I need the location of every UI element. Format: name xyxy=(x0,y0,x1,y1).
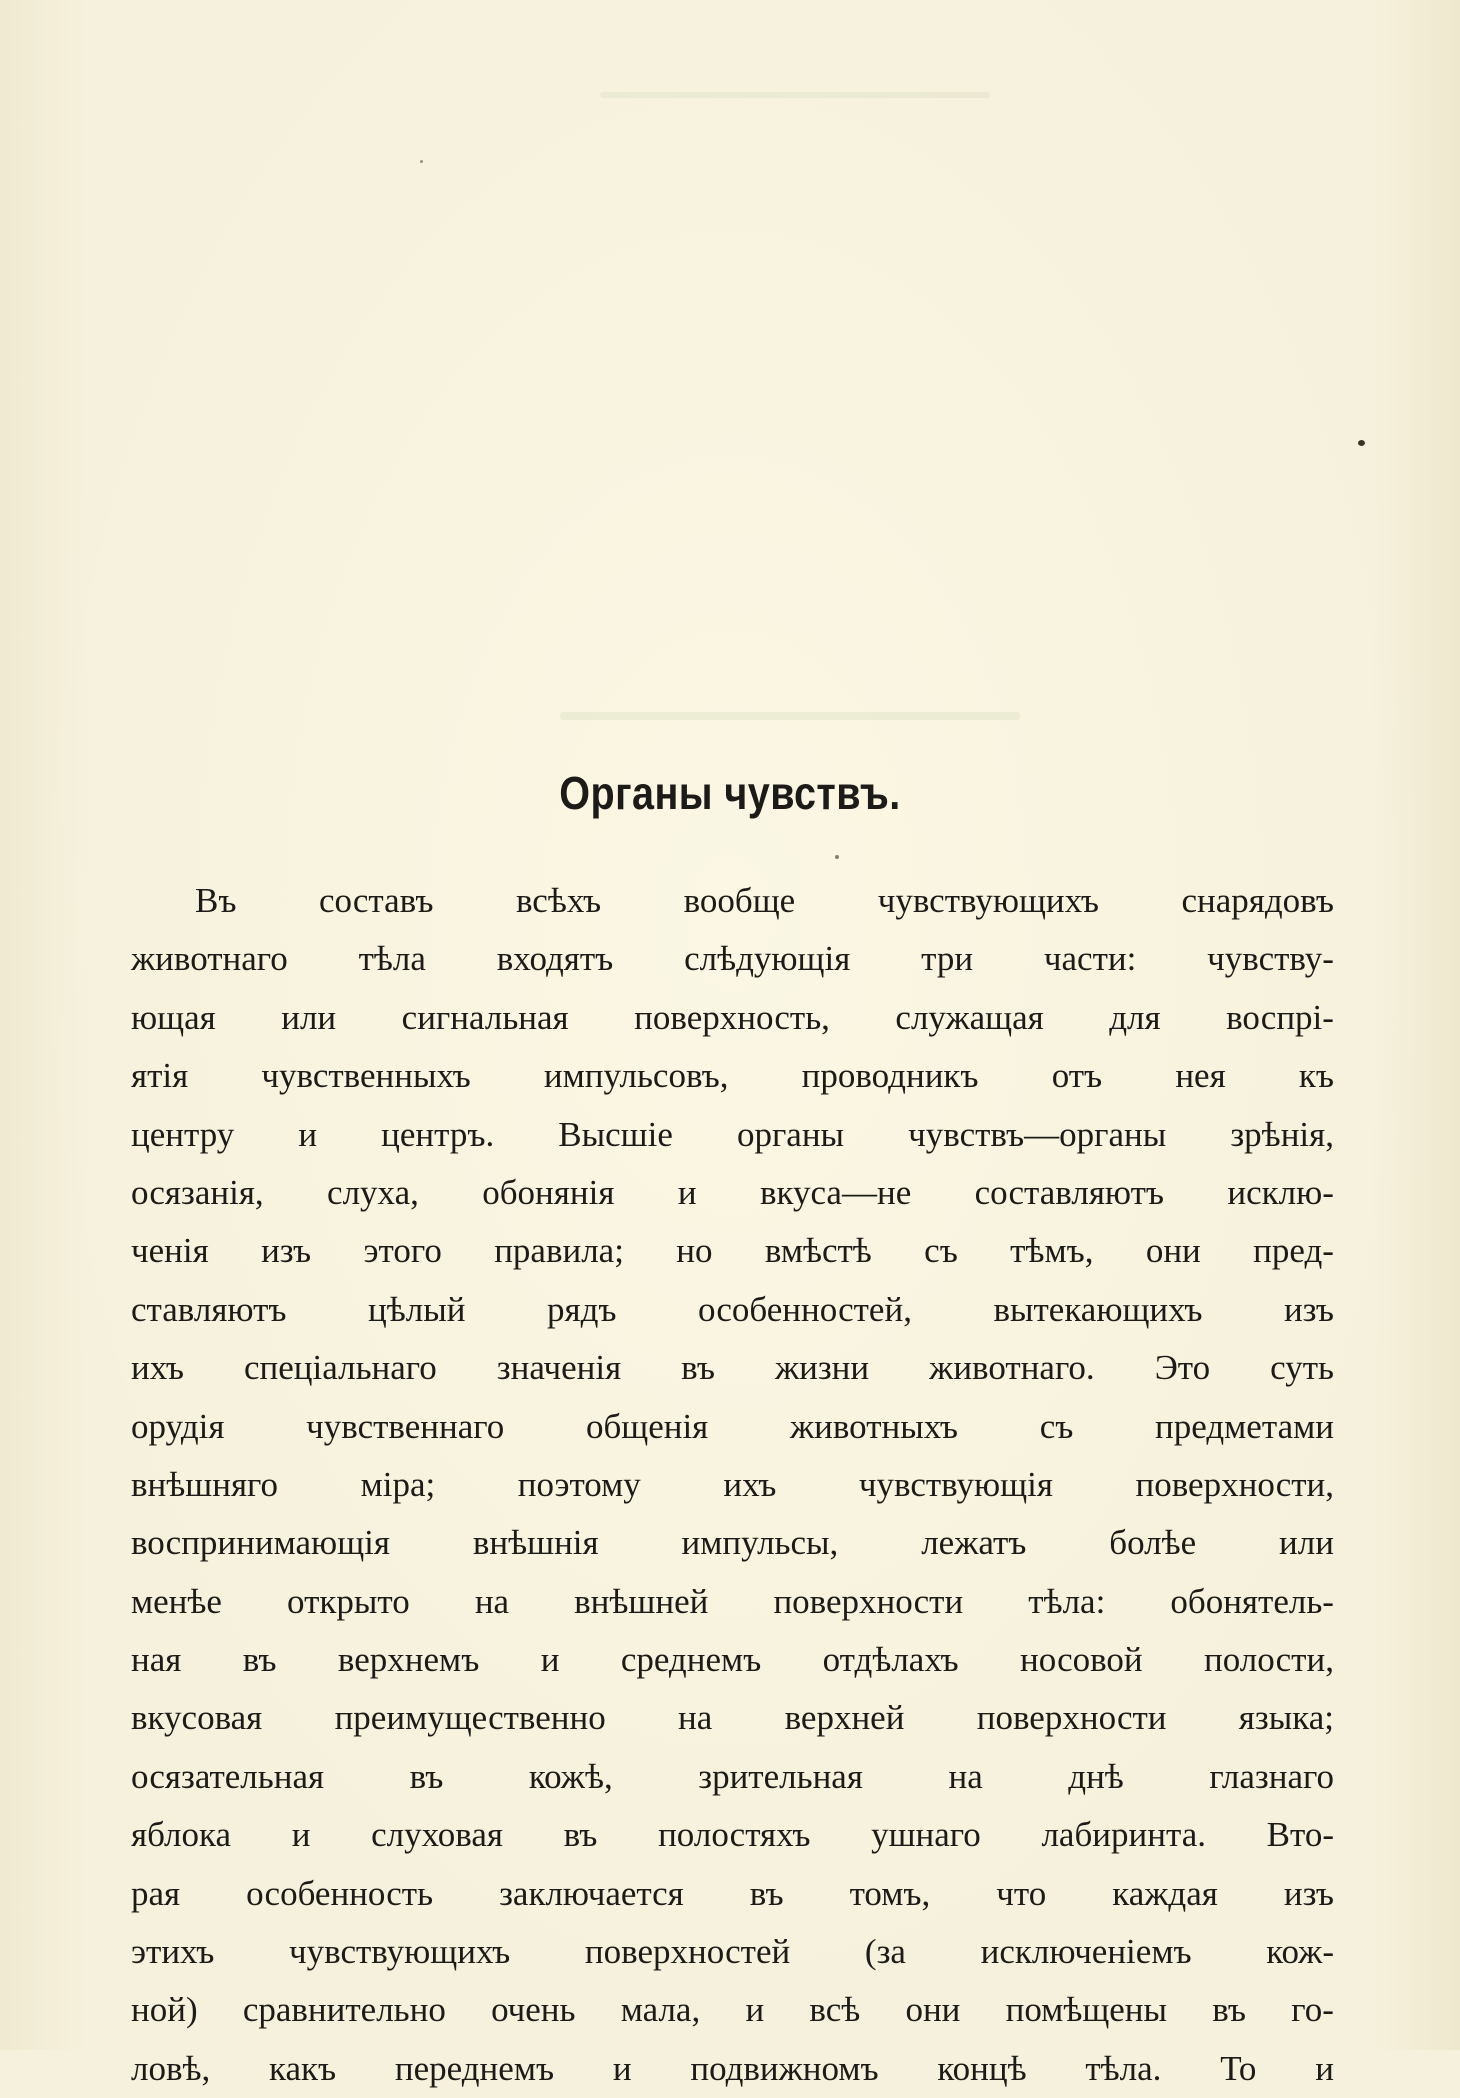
word: или xyxy=(1279,1523,1334,1563)
word: ченія xyxy=(131,1231,209,1271)
word: ятія xyxy=(131,1056,189,1096)
word: верхнемъ xyxy=(337,1640,480,1680)
text-line xyxy=(131,989,1334,1047)
word: и xyxy=(677,1172,697,1212)
word: центру xyxy=(131,1114,235,1154)
word: центръ. xyxy=(381,1114,495,1154)
text-line xyxy=(131,1573,1334,1631)
word: (за xyxy=(864,1932,906,1972)
word: слуховая xyxy=(371,1815,503,1855)
word: всѣ xyxy=(809,1990,861,2030)
word: проводникъ xyxy=(801,1056,979,1096)
body-paragraph xyxy=(131,872,1334,2098)
word: обонянія xyxy=(482,1172,615,1212)
word: въ xyxy=(1212,1990,1247,2030)
word: подвижномъ xyxy=(690,2048,879,2088)
word: части: xyxy=(1043,939,1137,979)
word: томъ, xyxy=(849,1873,931,1913)
word: животнаго xyxy=(131,939,288,979)
word: съ xyxy=(924,1231,958,1271)
word: и xyxy=(612,2048,632,2088)
word: чувственнаго xyxy=(306,1406,505,1446)
word: Высшіе xyxy=(558,1114,673,1154)
word: нея xyxy=(1175,1056,1226,1096)
word: сравнительно xyxy=(242,1990,446,2030)
text-line xyxy=(131,1981,1334,2039)
word: но xyxy=(676,1231,713,1271)
word: составъ xyxy=(318,881,434,920)
text-line xyxy=(131,1398,1334,1456)
word: чувственныхъ xyxy=(261,1056,471,1096)
word: предметами xyxy=(1155,1406,1334,1446)
word: каждая xyxy=(1112,1873,1218,1913)
page-heading: Органы чувствъ. xyxy=(559,767,901,819)
word: ной) xyxy=(131,1990,198,2030)
word: тѣла: xyxy=(1028,1581,1106,1621)
text-line xyxy=(131,1806,1334,1864)
word: поэтому xyxy=(517,1464,641,1504)
word: То xyxy=(1220,2048,1257,2088)
ink-speck xyxy=(1358,440,1365,446)
word: днѣ xyxy=(1068,1756,1124,1796)
word: изъ xyxy=(1283,1289,1334,1329)
word: ловѣ, xyxy=(131,2048,211,2088)
word: цѣлый xyxy=(368,1289,466,1329)
show-through-mark xyxy=(560,712,1020,720)
text-line xyxy=(131,1281,1334,1339)
word: вытекающихъ xyxy=(993,1289,1203,1329)
word: животнаго. xyxy=(929,1348,1095,1388)
word: для xyxy=(1109,997,1161,1037)
word: открыто xyxy=(287,1581,410,1621)
show-through-mark xyxy=(600,92,990,98)
word: что xyxy=(996,1873,1047,1913)
word: ставляютъ xyxy=(131,1289,287,1329)
word: переднемъ xyxy=(394,2048,555,2088)
word: внѣшнія xyxy=(472,1523,599,1563)
word: исклю- xyxy=(1227,1172,1334,1212)
word: внѣшняго xyxy=(131,1464,279,1504)
word: болѣе xyxy=(1109,1523,1197,1563)
word: концѣ xyxy=(937,2048,1027,2088)
word: значенія xyxy=(496,1348,622,1388)
text-line xyxy=(131,1456,1334,1514)
word: жизни xyxy=(774,1348,870,1388)
word: осязательная xyxy=(131,1756,325,1796)
word: или xyxy=(281,997,337,1037)
word: и xyxy=(291,1815,311,1855)
word: зрительная xyxy=(698,1756,863,1796)
word: отдѣлахъ xyxy=(822,1640,959,1680)
word: особенностей, xyxy=(697,1289,912,1329)
ink-speck xyxy=(835,855,839,859)
word: изъ xyxy=(261,1231,312,1271)
word: въ xyxy=(681,1348,715,1388)
word: въ xyxy=(563,1815,598,1855)
word: очень xyxy=(491,1990,576,2030)
word: верхней xyxy=(784,1698,905,1738)
word: особенность xyxy=(246,1873,434,1913)
word: исключеніемъ xyxy=(980,1932,1192,1972)
text-line xyxy=(131,930,1334,988)
word: они xyxy=(1145,1231,1201,1271)
text-line xyxy=(131,1339,1334,1397)
word: чувству- xyxy=(1207,939,1334,979)
word: полостяхъ xyxy=(658,1815,811,1855)
word: среднемъ xyxy=(620,1640,762,1680)
word: слуха, xyxy=(327,1172,419,1212)
word: ихъ xyxy=(131,1348,184,1388)
word: носовой xyxy=(1019,1640,1143,1680)
text-line xyxy=(131,1748,1334,1806)
word: чувствующихъ xyxy=(877,881,1099,920)
word: поверхности xyxy=(773,1581,964,1621)
word: обонятель- xyxy=(1170,1581,1334,1621)
word: вкусовая xyxy=(131,1698,263,1738)
word: ная xyxy=(131,1640,182,1680)
word: три xyxy=(921,939,974,979)
word: орудія xyxy=(131,1406,225,1446)
word: кожѣ, xyxy=(528,1756,613,1796)
text-line xyxy=(131,1047,1334,1105)
word: поверхностей xyxy=(584,1932,791,1972)
word: на xyxy=(474,1581,510,1621)
word: го- xyxy=(1291,1990,1334,2030)
word: Въ xyxy=(195,881,237,920)
text-line xyxy=(131,1923,1334,1981)
text-line xyxy=(131,1222,1334,1280)
word: языка; xyxy=(1238,1698,1334,1738)
word: поверхности xyxy=(976,1698,1167,1738)
word: импульсы, xyxy=(681,1523,839,1563)
word: заключается xyxy=(499,1873,684,1913)
word: съ xyxy=(1039,1406,1074,1446)
word: вообще xyxy=(683,881,796,920)
word: въ xyxy=(409,1756,444,1796)
word: тѣла. xyxy=(1085,2048,1162,2088)
word: чувствующія xyxy=(858,1464,1053,1504)
word: вмѣстѣ xyxy=(764,1231,872,1271)
word: изъ xyxy=(1283,1873,1334,1913)
word: этихъ xyxy=(131,1932,215,1972)
word: въ xyxy=(242,1640,277,1680)
word: Вто- xyxy=(1266,1815,1334,1855)
word: въ xyxy=(749,1873,784,1913)
word: чувствъ—органы xyxy=(908,1114,1167,1154)
word: чувствующихъ xyxy=(289,1932,511,1972)
word: этого xyxy=(363,1231,442,1271)
word: правила; xyxy=(494,1231,624,1271)
word: воспринимающія xyxy=(131,1523,390,1563)
text-line xyxy=(131,1514,1334,1572)
word: на xyxy=(678,1698,713,1738)
word: лабиринта. xyxy=(1041,1815,1206,1855)
word: спеціальнаго xyxy=(244,1348,437,1388)
word: и xyxy=(745,1990,765,2030)
word: органы xyxy=(736,1114,845,1154)
word: отъ xyxy=(1051,1056,1103,1096)
word: пред- xyxy=(1253,1231,1334,1271)
word: животныхъ xyxy=(789,1406,959,1446)
word: осязанія, xyxy=(131,1172,264,1212)
word: къ xyxy=(1298,1056,1334,1096)
word: служащая xyxy=(895,997,1044,1037)
word: суть xyxy=(1270,1348,1334,1388)
word: поверхности, xyxy=(1135,1464,1334,1504)
word: снарядовъ xyxy=(1181,881,1334,920)
word: ихъ xyxy=(723,1464,777,1504)
word: Это xyxy=(1154,1348,1211,1388)
word: они xyxy=(905,1990,961,2030)
word: зрѣнія, xyxy=(1230,1114,1334,1154)
word: и xyxy=(540,1640,560,1680)
ink-speck xyxy=(420,160,423,163)
word: общенія xyxy=(585,1406,709,1446)
word: слѣдующія xyxy=(684,939,851,979)
text-line xyxy=(131,1106,1334,1164)
word: внѣшней xyxy=(574,1581,709,1621)
word: входятъ xyxy=(496,939,614,979)
word: рядъ xyxy=(546,1289,617,1329)
word: менѣе xyxy=(131,1581,222,1621)
word: составляютъ xyxy=(974,1172,1165,1212)
text-line xyxy=(131,1164,1334,1222)
word: рая xyxy=(131,1873,181,1913)
word: помѣщены xyxy=(1005,1990,1168,2030)
word: мала, xyxy=(620,1990,701,2030)
word: какъ xyxy=(269,2048,337,2088)
text-line xyxy=(131,2040,1334,2098)
word: воспрі- xyxy=(1226,997,1334,1037)
word: вкуса—не xyxy=(759,1172,912,1212)
word: сигнальная xyxy=(401,997,569,1037)
word: міра; xyxy=(360,1464,436,1504)
word: ющая xyxy=(131,997,216,1037)
word: преимущественно xyxy=(334,1698,606,1738)
word: тѣла xyxy=(358,939,426,979)
word: лежатъ xyxy=(921,1523,1027,1563)
text-line xyxy=(131,1689,1334,1747)
word: полости, xyxy=(1204,1640,1334,1680)
word: ушнаго xyxy=(871,1815,981,1855)
word: и xyxy=(298,1114,318,1154)
word: глазнаго xyxy=(1209,1756,1334,1796)
word: импульсовъ, xyxy=(543,1056,729,1096)
word: и xyxy=(1315,2048,1334,2088)
word: яблока xyxy=(131,1815,232,1855)
word: кож- xyxy=(1266,1932,1334,1972)
text-line xyxy=(131,1865,1334,1923)
text-line xyxy=(131,1631,1334,1689)
word: всѣхъ xyxy=(515,881,602,920)
word: на xyxy=(948,1756,983,1796)
word: тѣмъ, xyxy=(1010,1231,1094,1271)
text-line xyxy=(131,872,1334,930)
word: поверхность, xyxy=(634,997,830,1037)
